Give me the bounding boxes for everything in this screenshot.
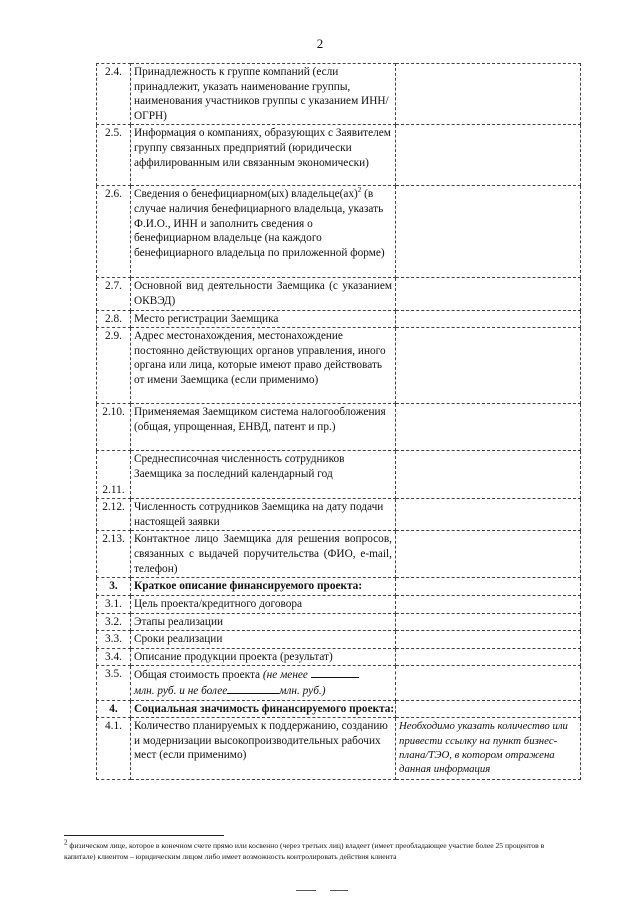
row-value-field[interactable] — [396, 499, 581, 531]
row-number: 3.3. — [97, 631, 131, 649]
row-label-main: Общая стоимость проекта — [134, 669, 263, 682]
min-cost-blank[interactable] — [311, 667, 359, 678]
section-number: 4. — [97, 700, 131, 718]
row-label-main: Сведения о бенефициарном(ых) владельце(ах) — [134, 188, 358, 201]
section-title: Социальная значимость финансируемого проекта: — [131, 700, 396, 718]
row-label: Место регистрации Заемщика — [131, 310, 396, 328]
row-number: 2.13. — [97, 531, 131, 578]
section-number: 3. — [97, 578, 131, 596]
row-value-field[interactable] — [396, 125, 581, 186]
table-row — [97, 531, 581, 578]
table-row — [97, 648, 581, 666]
row-number: 3.1. — [97, 595, 131, 613]
row-label — [131, 186, 396, 278]
row-number: 2.12. — [97, 499, 131, 531]
table-row — [97, 595, 581, 613]
row-number: 2.9. — [97, 328, 131, 404]
row-value-field[interactable] — [396, 648, 581, 666]
table-row — [97, 404, 581, 451]
row-label: Принадлежность к группе компаний (если принадлежит, указать наименование группы, наименования участников группы с указанием ИНН/ОГРН) — [131, 64, 396, 125]
table-row — [97, 631, 581, 649]
row-value-field[interactable] — [396, 613, 581, 631]
row-label — [131, 666, 396, 700]
row-value-field[interactable] — [396, 578, 581, 596]
row-number: 2.8. — [97, 310, 131, 328]
row-label-unit: млн. руб.) — [279, 684, 326, 697]
table-row — [97, 328, 581, 404]
application-form-table — [96, 63, 581, 780]
row-value-field[interactable] — [396, 700, 581, 718]
section-title: Краткое описание финансируемого проекта: — [131, 578, 396, 596]
table-row — [97, 499, 581, 531]
footnote-reference: 2 — [357, 186, 362, 195]
row-value-field[interactable] — [396, 404, 581, 451]
table-row — [97, 310, 581, 328]
row-number: 3.4. — [97, 648, 131, 666]
scan-mark — [330, 890, 348, 891]
table-row — [97, 666, 581, 700]
row-number: 4.1. — [97, 718, 131, 780]
scan-mark — [296, 890, 316, 891]
row-number: 2.10. — [97, 404, 131, 451]
footnote — [64, 840, 574, 862]
row-number: 2.6. — [97, 186, 131, 278]
footnote-marker: 2 — [64, 838, 68, 847]
table-row — [97, 278, 581, 310]
table-row — [97, 186, 581, 278]
table-row — [97, 125, 581, 186]
row-label-rest: (в случае наличия бенефициарного владельца, указать Ф.И.О., ИНН и заполнить сведения о бенефициарном владельце (на каждого бенефициарного владельца по приложенной форме) — [134, 188, 385, 259]
row-label: Информация о компаниях, образующих с Заявителем группу связанных предприятий (юридически аффилированным или связанным экономически) — [131, 125, 396, 186]
row-number: 3.5. — [97, 666, 131, 700]
row-value-field[interactable] — [396, 531, 581, 578]
row-value-field[interactable] — [396, 451, 581, 499]
row-label: Цель проекта/кредитного договора — [131, 595, 396, 613]
table-row — [97, 64, 581, 125]
row-label: Описание продукции проекта (результат) — [131, 648, 396, 666]
row-value-field[interactable] — [396, 310, 581, 328]
row-label: Сроки реализации — [131, 631, 396, 649]
row-label: Численность сотрудников Заемщика на дату подачи настоящей заявки — [131, 499, 396, 531]
row-label: Контактное лицо Заемщика для решения вопросов, связанных с выдачей поручительства (ФИО, e-mail, телефон) — [131, 531, 396, 578]
row-number: 2.7. — [97, 278, 131, 310]
row-label: Применяемая Заемщиком система налогообложения (общая, упрощенная, ЕНВД, патент и пр.) — [131, 404, 396, 451]
row-value-field[interactable] — [396, 64, 581, 125]
row-label: Количество планируемых к поддержанию, созданию и модернизации высокопроизводительных рабочих мест (если применимо) — [131, 718, 396, 780]
section-header-row — [97, 700, 581, 718]
row-label-max-hint: млн. руб. и не более — [134, 684, 228, 697]
table-row — [97, 613, 581, 631]
row-value-field[interactable] — [396, 666, 581, 700]
page-number: 2 — [316, 36, 324, 51]
row-number: 2.4. — [97, 64, 131, 125]
footnote-divider — [64, 835, 224, 836]
row-value-field[interactable] — [396, 631, 581, 649]
row-value-field[interactable] — [396, 278, 581, 310]
max-cost-blank[interactable] — [227, 683, 279, 694]
row-value-field[interactable] — [396, 595, 581, 613]
table-row — [97, 451, 581, 499]
row-label: Адрес местонахождения, местонахождение постоянно действующих органов управления, иного органа или лица, которые имеют право действовать от имени Заемщика (если применимо) — [131, 328, 396, 404]
row-label: Этапы реализации — [131, 613, 396, 631]
row-number: 2.5. — [97, 125, 131, 186]
row-number: 3.2. — [97, 613, 131, 631]
row-value-field[interactable] — [396, 328, 581, 404]
row-value-note: Необходимо указать количество или привести ссылку на пункт бизнес-плана/ТЭО, в котором отражена данная информация — [396, 718, 581, 780]
row-number: 2.11. — [97, 451, 131, 499]
row-value-field[interactable] — [396, 186, 581, 278]
footnote-text: физическом лице, которое в конечном счете прямо или косвенно (через третьих лиц) владеет (имеет преобладающее участие более 25 процентов в капитале) клиентом – юридическим лицом либо имеет возможность контролировать действия клиента — [64, 841, 545, 861]
row-label: Основной вид деятельности Заемщика (с указанием ОКВЭД) — [131, 278, 396, 310]
table-row — [97, 718, 581, 780]
row-label: Среднесписочная численность сотрудников Заемщика за последний календарный год — [131, 451, 396, 499]
row-label-min-hint: (не менее — [262, 669, 308, 682]
section-header-row — [97, 578, 581, 596]
